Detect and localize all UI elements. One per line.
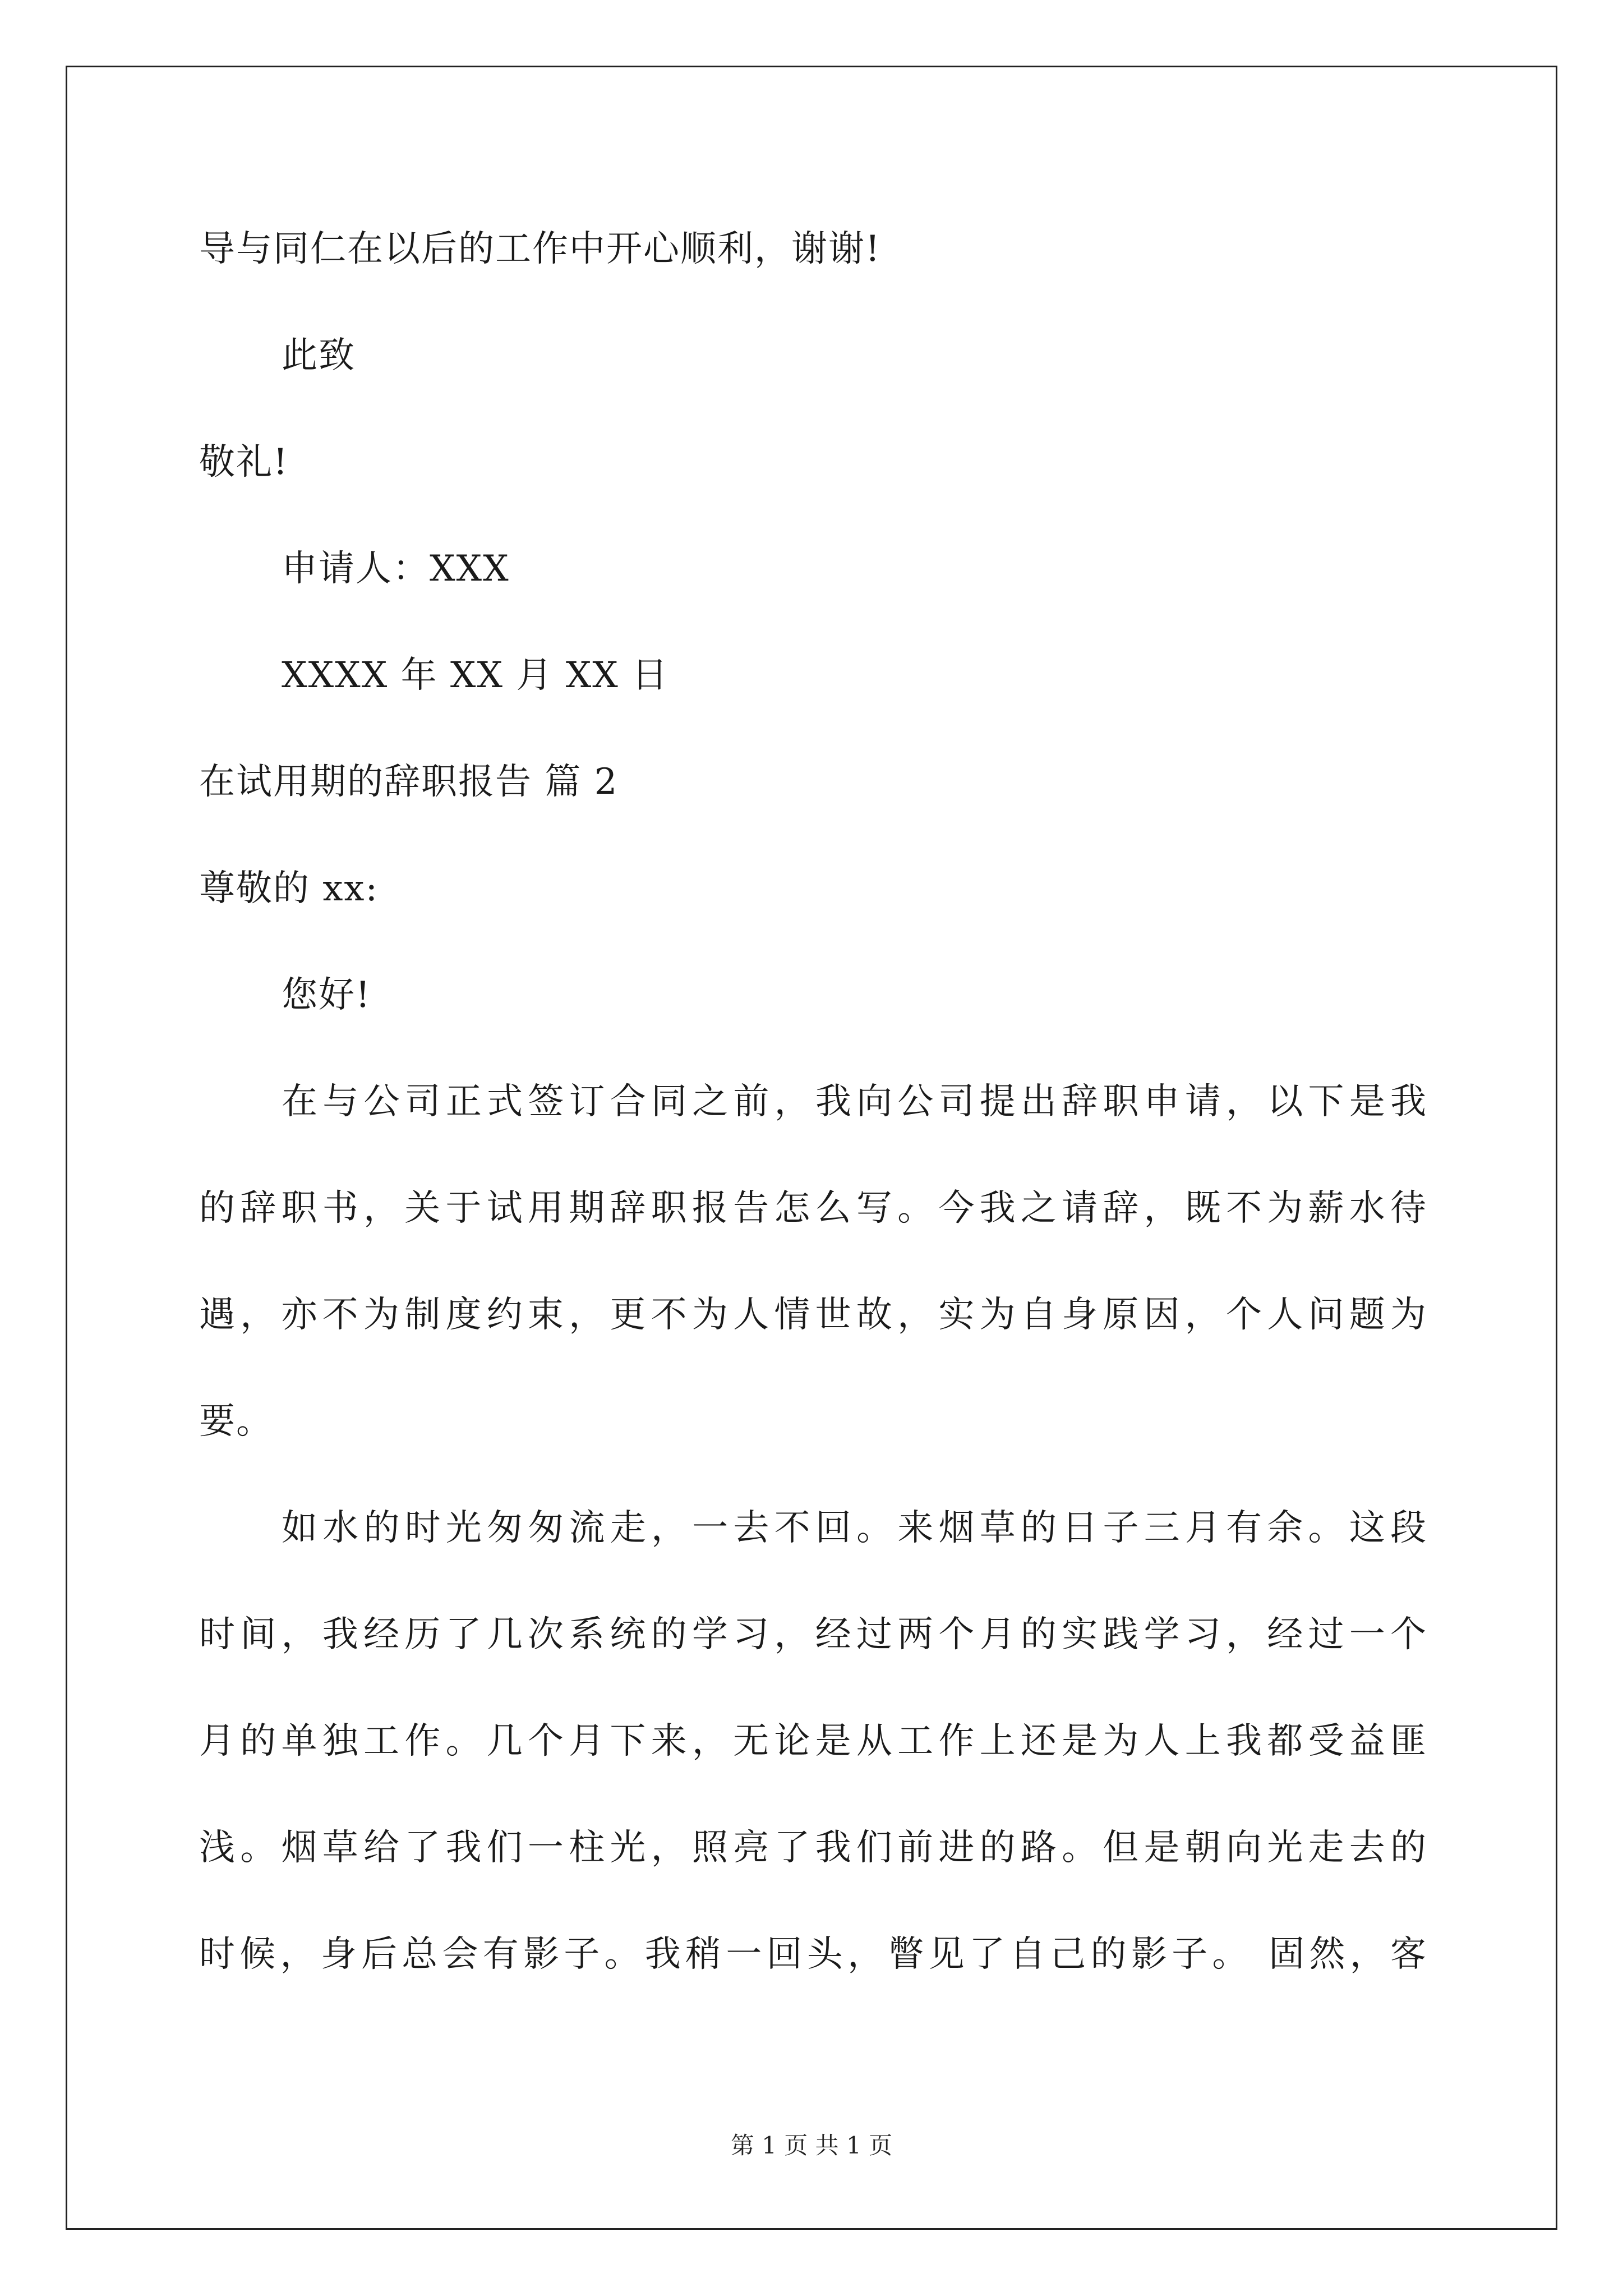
paragraph-line: 的辞职书，关于试用期辞职报告怎么写。今我之请辞，既不为薪水待: [199, 1188, 1427, 1229]
paragraph-line: 如水的时光匆匆流走，一去不回。来烟草的日子三月有余。这段: [282, 1507, 1427, 1549]
text-line-jingli: 敬礼!: [199, 441, 289, 483]
paragraph-line: 时间，我经历了几次系统的学习，经过两个月的实践学习，经过一个: [199, 1614, 1427, 1655]
paragraph-line: 浅。烟草给了我们一柱光，照亮了我们前进的路。但是朝向光走去的: [199, 1827, 1427, 1869]
section-heading: 在试用期的辞职报告 篇 2: [199, 761, 619, 803]
text-line-recipient: 尊敬的 xx:: [199, 868, 379, 909]
page-number-footer: 第 1 页 共 1 页: [730, 2132, 893, 2159]
paragraph-line: 遇，亦不为制度约束，更不为人情世故，实为自身原因，个人问题为: [199, 1294, 1427, 1336]
paragraph-line: 月的单独工作。几个月下来，无论是从工作上还是为人上我都受益匪: [199, 1720, 1427, 1762]
page-frame: [66, 66, 1557, 2230]
text-line-date: XXXX 年 XX 月 XX 日: [282, 655, 669, 696]
paragraph-line: 时候，身后总会有影子。我稍一回头，瞥见了自己的影子。 固然，客: [199, 1934, 1427, 1975]
paragraph-line: 要。: [199, 1401, 273, 1442]
text-line-applicant: 申请人：XXX: [282, 548, 510, 590]
text-line-greeting: 您好!: [282, 974, 371, 1016]
paragraph-line: 在与公司正式签订合同之前，我向公司提出辞职申请，以下是我: [282, 1081, 1427, 1122]
text-line-salutation-cizhi: 此致: [282, 335, 356, 376]
text-line-closing-thanks: 导与同仁在以后的工作中开心顺利，谢谢!: [199, 228, 881, 270]
